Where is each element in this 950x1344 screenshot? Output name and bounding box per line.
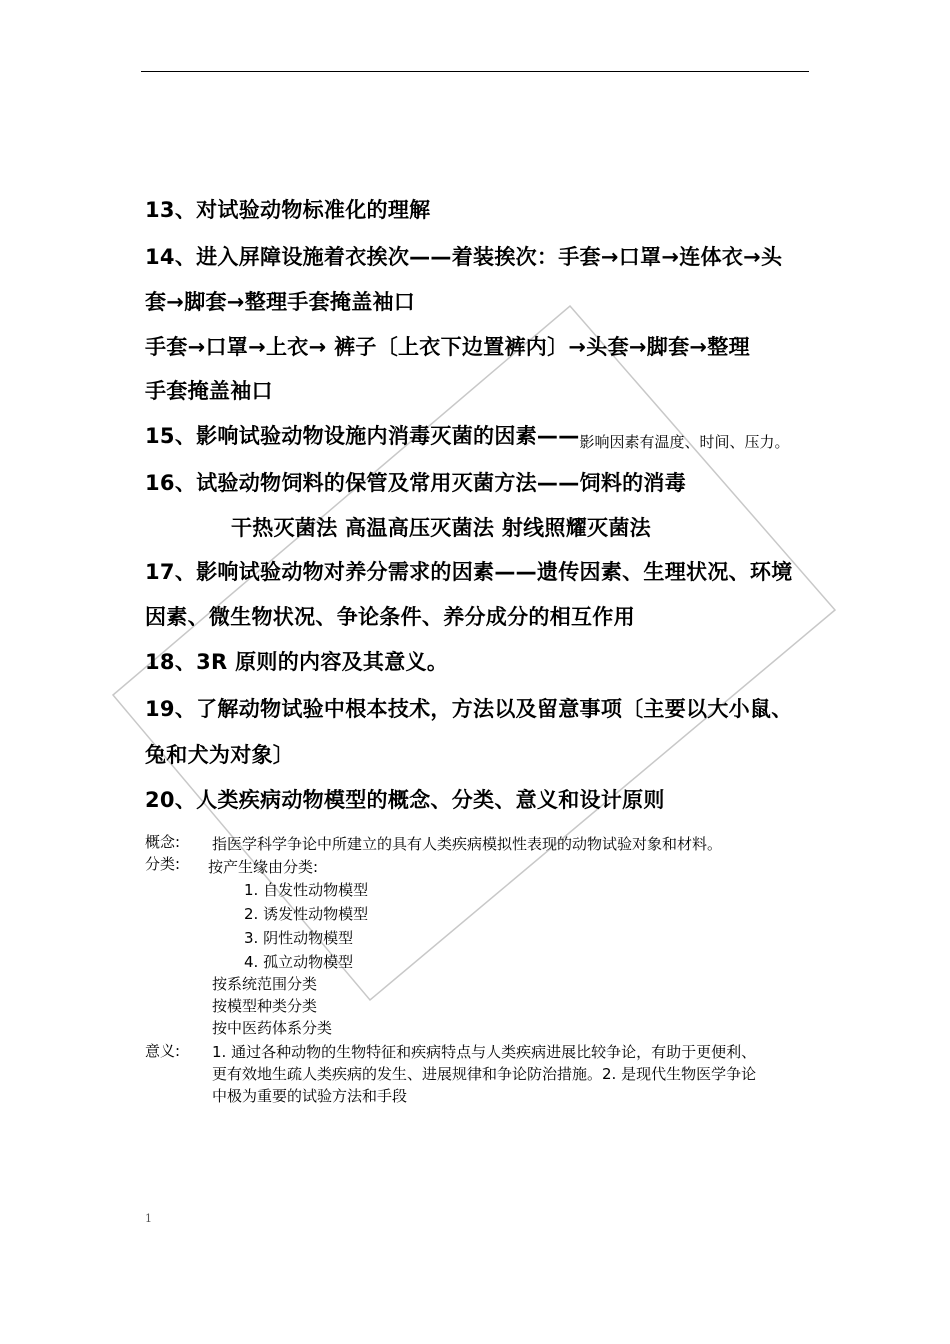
item-15-note: 影响因素有温度、时间、压力。 (579, 433, 790, 451)
item-18: 18、3R 原则的内容及其意义。 (145, 650, 449, 674)
item-20: 20、人类疾病动物模型的概念、分类、意义和设计原则 (145, 788, 665, 812)
classification-other: 按模型种类分类 (212, 997, 318, 1015)
item-17-line1: 17、影响试验动物对养分需求的因素——遗传因素、生理状况、环境 (145, 560, 793, 584)
classification-label: 分类: (145, 855, 181, 873)
item-14-line4: 手套掩盖袖口 (145, 379, 273, 403)
classification-other: 按中医药体系分类 (212, 1019, 333, 1037)
classification-item: 3. 阴性动物模型 (244, 929, 354, 947)
classification-item: 4. 孤立动物模型 (244, 953, 354, 971)
classification-intro: 按产生缘由分类: (208, 858, 319, 876)
significance-line: 更有效地生疏人类疾病的发生、进展规律和争论防治措施。2. 是现代生物医学争论 (212, 1065, 757, 1083)
item-19-line1: 19、了解动物试验中根本技术，方法以及留意事项〔主要以大小鼠、 (145, 697, 793, 721)
classification-item: 1. 自发性动物模型 (244, 881, 369, 899)
item-14-line2: 套→脚套→整理手套掩盖袖口 (145, 290, 416, 314)
item-15 (145, 421, 790, 457)
item-17-line2: 因素、微生物状况、争论条件、养分成分的相互作用 (145, 605, 635, 629)
item-16-methods: 干热灭菌法 高温高压灭菌法 射线照耀灭菌法 (231, 516, 651, 540)
concept-text: 指医学科学争论中所建立的具有人类疾病模拟性表现的动物试验对象和材料。 (212, 835, 723, 853)
classification-other: 按系统范围分类 (212, 975, 318, 993)
item-14-line1: 14、进入屏障设施着衣挨次——着装挨次：手套→口罩→连体衣→头 (145, 245, 783, 269)
item-15-text: 15、影响试验动物设施内消毒灭菌的因素—— (145, 424, 580, 448)
page-number: 1 (145, 1212, 152, 1225)
item-16: 16、试验动物饲料的保管及常用灭菌方法——饲料的消毒 (145, 471, 687, 495)
significance-line: 中极为重要的试验方法和手段 (212, 1087, 408, 1105)
significance-label: 意义: (145, 1042, 181, 1060)
header-rule (141, 71, 809, 72)
item-14-line3: 手套→口罩→上衣→ 裤子〔上衣下边置裤内〕→头套→脚套→整理 (145, 335, 750, 359)
item-13: 13、对试验动物标准化的理解 (145, 198, 431, 222)
concept-label: 概念: (145, 833, 181, 851)
item-19-line2: 兔和犬为对象〕 (145, 743, 295, 767)
significance-line: 1. 通过各种动物的生物特征和疾病特点与人类疾病进展比较争论，有助于更便利、 (212, 1043, 757, 1061)
classification-item: 2. 诱发性动物模型 (244, 905, 369, 923)
